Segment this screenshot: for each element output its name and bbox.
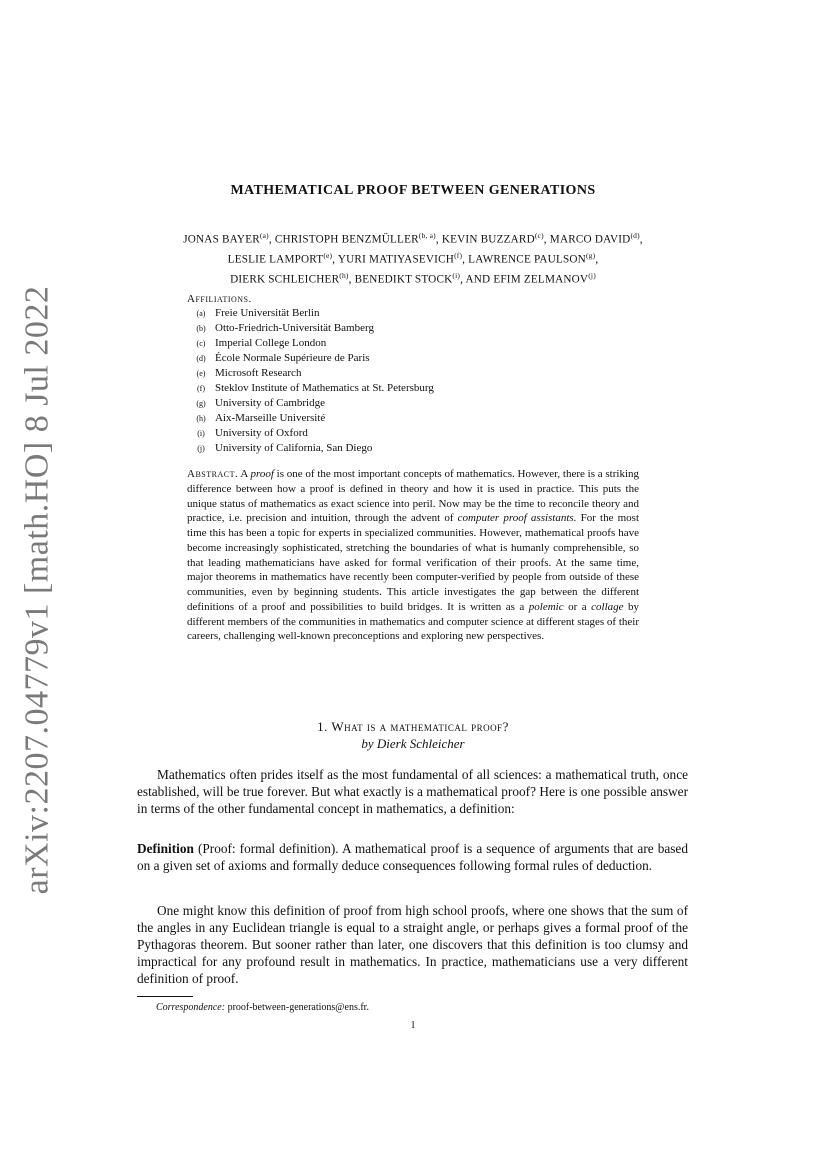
author-name: MARCO DAVID — [549, 233, 631, 246]
affiliation-item — [187, 336, 647, 351]
section-byline: by Dierk Schleicher — [361, 736, 465, 751]
affiliation-name: École Normale Supérieure de Paris — [215, 352, 370, 364]
affiliation-item — [187, 351, 647, 366]
affiliation-item — [187, 381, 647, 396]
author-name: KEVIN BUZZARD — [441, 233, 535, 246]
author-affil-marker: (c) — [534, 231, 544, 240]
affiliation-key: (d) — [196, 354, 206, 363]
affiliation-item — [187, 321, 647, 336]
affiliation-item — [187, 396, 647, 411]
author-separator: , — [435, 233, 442, 246]
author-affil-marker: (i) — [452, 271, 461, 281]
abstract-text: or a — [563, 600, 592, 613]
affiliation-key: (i) — [197, 429, 205, 438]
author-separator: , — [639, 233, 643, 246]
affiliation-name: Aix-Marseille Université — [215, 412, 326, 424]
author-affil-marker: (d) — [630, 231, 640, 240]
author-affil-marker: (g) — [585, 251, 596, 261]
author-affil-marker: (f) — [454, 251, 463, 261]
affiliation-name: Imperial College London — [215, 337, 327, 349]
abstract-text: A — [238, 468, 251, 480]
abstract — [187, 467, 639, 644]
author-separator: , — [332, 253, 338, 266]
abstract-emphasis: polemic — [528, 600, 564, 613]
author-name: CHRISTOPH BENZMÜLLER — [274, 233, 419, 246]
abstract-emphasis: collage — [591, 600, 624, 613]
affiliation-name: University of Cambridge — [215, 397, 325, 409]
affiliation-key: (g) — [196, 399, 206, 408]
affiliation-key: (h) — [196, 414, 206, 423]
arxiv-identifier: arXiv:2207.04779v1 [math.HO] 8 Jul 2022 — [18, 285, 55, 895]
author-name: LESLIE LAMPORT — [227, 253, 324, 266]
definition-text: (Proof: formal definition). A mathematical proof is a sequence of arguments that are based on a given set of axioms and formally deduce consequences following formal rules of deduction. — [137, 841, 688, 873]
author-list — [120, 228, 706, 289]
affiliation-key: (c) — [196, 339, 206, 348]
correspondence-label: Correspondence: — [156, 1002, 226, 1013]
affiliation-key: (f) — [197, 384, 205, 393]
definition-label: Definition — [137, 841, 194, 856]
affiliation-key: (e) — [196, 369, 206, 378]
author-affil-marker: (h) — [339, 271, 349, 281]
abstract-heading: Abstract. — [187, 468, 239, 480]
author-name: YURI MATIYASEVICH — [337, 253, 455, 266]
affiliation-item — [187, 441, 647, 456]
body-paragraph: One might know this definition of proof from high school proofs, where one shows that the sum of the angles in any Euclidean triangle is equal to a straight angle, or perhaps gives a formal proof of the Pythagoras theorem. But sooner rather than later, one discovers that this definition is too clumsy and impractical for any profound result in mathematics. In practice, mathematicians use a very different definition of proof. — [137, 903, 688, 986]
author-affil-marker: (a) — [259, 231, 269, 240]
body-paragraph: Mathematics often prides itself as the most fundamental of all sciences: a mathematical truth, once established, will be true forever. But what exactly is a mathematical proof? Here is one possible answer in terms of the other fundamental concept in mathematics, a definition: — [137, 767, 688, 816]
author-affil-marker: (b, a) — [418, 231, 436, 240]
author-affil-marker: (e) — [323, 251, 333, 261]
author-separator: , AND — [460, 274, 494, 287]
abstract-text: For the most time this has been a topic for experts in specialized communities. However, mathematical proofs have become increasingly sophisticated, stretching the boundaries of what is humanly comprehensible, so that leading mathematicians have asked for formal verification of their proofs. At the same time, major theorems in mathematics have recently been computer-verified by people from outside of these communities, even by beginning students. This article investigates the gap between the different definitions of a proof and possibilities to build bridges. It is written as a — [187, 512, 640, 613]
author-separator: , — [595, 253, 599, 266]
affiliation-item — [187, 411, 647, 426]
affiliation-name: Steklov Institute of Mathematics at St. Petersburg — [215, 382, 434, 394]
affiliation-name: Otto-Friedrich-Universität Bamberg — [215, 322, 374, 334]
affiliation-key: (b) — [196, 324, 206, 333]
affiliation-name: University of Oxford — [215, 427, 308, 439]
section-heading — [0, 718, 826, 752]
abstract-text: is one of the most important concepts of mathematics. However, there is a striking difference between how a proof is defined in theory and how it is used in practice. This puts the unique status of mathematics as exact science into peril. Now may be the time to reconcile theory and practice, i.e. precision and intuition, through the advent of — [187, 468, 639, 525]
author-name: LAWRENCE PAULSON — [468, 253, 586, 266]
affiliation-name: Microsoft Research — [215, 367, 302, 379]
author-separator: , — [462, 253, 469, 266]
affiliation-item — [187, 366, 647, 381]
author-affil-marker: (j) — [588, 271, 596, 281]
affiliation-item — [187, 306, 647, 321]
arxiv-identifier-sidebar — [2, 285, 72, 895]
paper-title: MATHEMATICAL PROOF BETWEEN GENERATIONS — [230, 183, 596, 198]
footnote-rule — [137, 996, 193, 997]
author-separator: , — [268, 233, 275, 246]
affiliations-block — [187, 292, 647, 456]
author-name: DIERK SCHLEICHER — [230, 274, 340, 287]
author-separator: , — [543, 233, 550, 246]
section-title: 1. What is a mathematical proof? — [317, 719, 509, 734]
author-name: BENEDIKT STOCK — [354, 274, 453, 287]
definition-paragraph — [137, 840, 688, 874]
abstract-text: by different members of the communities in mathematics and computer science at different stages of their careers, challenging well-known preconceptions and exploring new perspectives. — [187, 600, 640, 643]
affiliations-heading: Affiliations. — [187, 293, 252, 305]
correspondence-footnote — [156, 1002, 656, 1013]
affiliation-name: University of California, San Diego — [215, 442, 373, 454]
author-separator: , — [348, 274, 355, 287]
abstract-emphasis: computer proof assistants. — [457, 512, 577, 525]
author-name: EFIM ZELMANOV — [493, 274, 589, 287]
affiliation-key: (a) — [196, 309, 206, 318]
affiliation-item — [187, 426, 647, 441]
author-name: JONAS BAYER — [183, 233, 260, 246]
correspondence-email-link[interactable]: proof-between-generations@ens.fr. — [227, 1002, 369, 1013]
abstract-emphasis: proof — [250, 468, 274, 480]
affiliation-name: Freie Universität Berlin — [215, 307, 320, 319]
page-number: 1 — [410, 1020, 416, 1031]
affiliation-key: (j) — [197, 444, 205, 453]
